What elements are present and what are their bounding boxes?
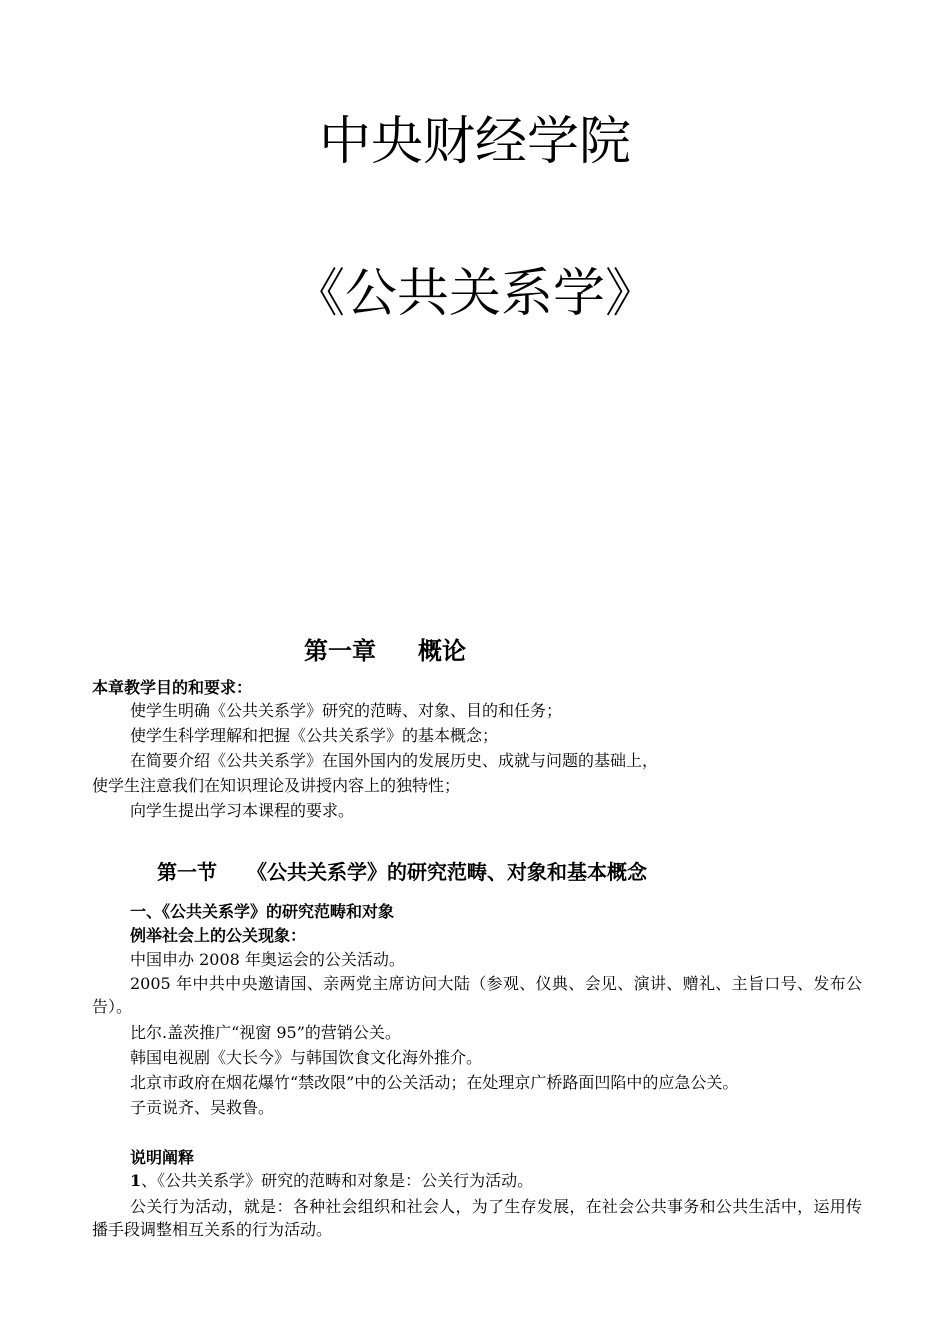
subheading: 一、《公共关系学》的研究范畴和对象 [130, 902, 395, 921]
example-item: 中国申办 2008 年奥运会的公关活动。 [130, 950, 405, 969]
explanation-text: 、《公共关系学》研究的范畴和对象是：公关行为活动。 [141, 1171, 534, 1190]
chapter-number: 第一章 [304, 637, 376, 665]
objective-item: 使学生科学理解和把握《公共关系学》的基本概念； [130, 726, 499, 745]
course-title: 《公共关系学》 [292, 264, 657, 324]
section-heading [157, 859, 647, 885]
objective-item: 在简要介绍《公共关系学》在国外国内的发展历史、成就与问题的基础上， [130, 751, 659, 770]
example-item: 子贡说齐、吴救鲁。 [130, 1098, 275, 1117]
objective-item: 使学生注意我们在知识理论及讲授内容上的独特性； [92, 776, 461, 795]
section-number: 第一节 [157, 860, 217, 884]
institution-title: 中央财经学院 [318, 112, 631, 172]
explanation-heading: 说明阐释 [130, 1148, 195, 1167]
objective-item: 使学生明确《公共关系学》研究的范畴、对象、目的和任务； [130, 701, 563, 720]
example-item: 北京市政府在烟花爆竹“禁改限”中的公关活动；在处理京广桥路面凹陷中的应急公关。 [130, 1073, 739, 1092]
example-item: 比尔.盖茨推广“视窗 95”的营销公关。 [130, 1023, 401, 1042]
chapter-heading [304, 636, 466, 666]
section-title: 《公共关系学》的研究范畴、对象和基本概念 [247, 860, 647, 884]
explanation-item [130, 1170, 533, 1192]
objective-item: 向学生提出学习本课程的要求。 [130, 801, 355, 820]
objectives-heading: 本章教学目的和要求： [92, 678, 253, 697]
example-item: 韩国电视剧《大长今》与韩国饮食文化海外推介。 [130, 1048, 483, 1067]
explanation-number: 1 [130, 1171, 142, 1190]
chapter-name: 概论 [418, 637, 466, 665]
definition-paragraph: 公关行为活动，就是：各种社会组织和社会人，为了生存发展，在社会公共事务和公共生活中，运用传播手段调整相互关系的行为活动。 [92, 1197, 862, 1239]
examples-heading: 例举社会上的公关现象： [130, 926, 307, 945]
example-item: 2005 年中共中央邀请国、亲两党主席访问大陆（参观、仪典、会见、演讲、赠礼、主旨口号、发布公告）。 [92, 974, 862, 1016]
